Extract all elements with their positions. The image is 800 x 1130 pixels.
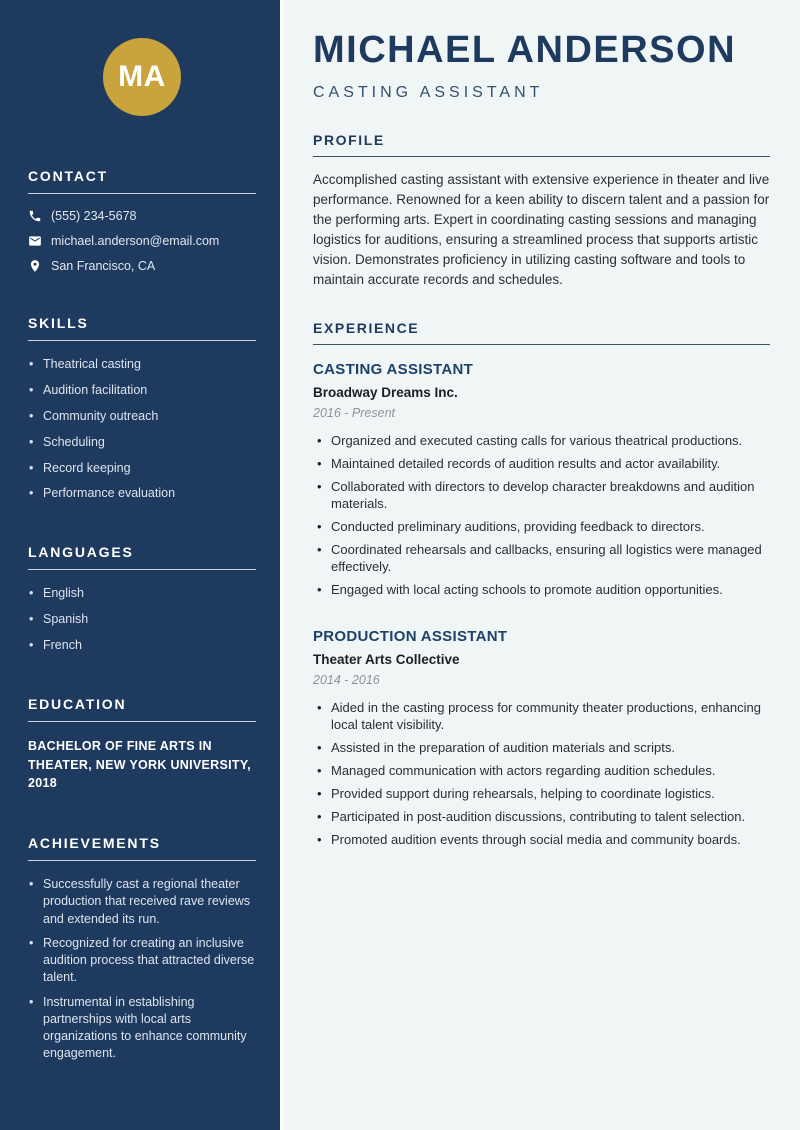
skill-item: • Theatrical casting [28,356,256,373]
experience-section [313,320,770,848]
job-bullet: • Aided in the casting process for community theater productions, enhancing local talent visibility. [313,699,770,733]
achievements-heading: ACHIEVEMENTS [28,835,161,852]
achievement-item: • Instrumental in establishing partnerships with local arts organizations to enhance community engagement. [28,994,256,1063]
sidebar [0,0,280,1130]
profile-text: Accomplished casting assistant with extensive experience in theater and live performance. Renowned for a keen ability to discern talent and a passion for the performing arts. Expert in coordinating casting sessions and managing logistics for auditions, ensuring a streamlined process that supports artistic vision. Demonstrates proficiency in utilizing casting software and tools to maintain accurate records and schedules. [313,171,770,287]
avatar-wrap [28,38,256,116]
languages-heading: LANGUAGES [28,544,134,561]
job-company: Broadway Dreams Inc. [313,384,458,400]
job-bullet: • Organized and executed casting calls for various theatrical productions. [313,432,770,449]
email-icon [28,234,42,248]
phone-icon [28,209,42,223]
skills-rule [28,340,256,341]
profile-rule [313,156,770,157]
profile-section [313,132,770,290]
achievements-rule [28,860,256,861]
languages-section [28,544,256,654]
location-icon [28,259,42,273]
contact-phone-row [28,209,256,223]
achievements-section [28,835,256,1063]
achievements-list [28,876,256,1063]
job-bullet: • Collaborated with directors to develop character breakdowns and audition materials. [313,478,770,512]
skills-section [28,315,256,502]
job-bullet: • Promoted audition events through social media and community boards. [313,831,770,848]
avatar: MA [103,38,181,116]
skills-heading: SKILLS [28,315,89,331]
education-section [28,696,256,793]
job-bullet: • Provided support during rehearsals, helping to coordinate logistics. [313,785,770,802]
language-item: • English [28,585,256,602]
contact-rule [28,193,256,194]
education-heading: EDUCATION [28,695,127,712]
job-entry-1 [313,361,770,598]
achievement-item: • Recognized for creating an inclusive audition process that attracted diverse talent. [28,935,256,987]
skill-item: • Record keeping [28,460,256,477]
profile-heading: PROFILE [313,131,385,148]
education-degree: BACHELOR OF FINE ARTS IN THEATER, NEW YORK UNIVERSITY, 2018 [28,738,251,791]
job-bullet: • Assisted in the preparation of audition materials and scripts. [313,739,770,756]
language-item: • French [28,637,256,654]
phone-value: (555) 234-5678 [51,209,137,223]
person-name: MICHAEL ANDERSON [313,29,737,71]
job-title: CASTING ASSISTANT [313,360,474,378]
person-role: CASTING ASSISTANT [313,83,544,101]
languages-list [28,585,256,654]
job-entry-2 [313,628,770,848]
skill-item: • Audition facilitation [28,382,256,399]
experience-heading: EXPERIENCE [313,319,420,336]
job-bullet: • Maintained detailed records of audition results and actor availability. [313,455,770,472]
skill-item: • Performance evaluation [28,485,256,502]
contact-location-row [28,259,256,273]
job-bullet: • Coordinated rehearsals and callbacks, ensuring all logistics were managed effectively. [313,541,770,575]
job-bullet-list [313,432,770,598]
language-item: • Spanish [28,611,256,628]
job-bullet: • Participated in post-audition discussions, contributing to talent selection. [313,808,770,825]
experience-rule [313,344,770,345]
job-company: Theater Arts Collective [313,651,460,667]
main-content [280,0,800,1130]
job-dates: 2014 - 2016 [313,672,380,687]
job-dates: 2016 - Present [313,405,395,420]
job-bullet-list [313,699,770,848]
skills-list [28,356,256,502]
job-bullet: • Conducted preliminary auditions, providing feedback to directors. [313,518,770,535]
job-bullet: • Engaged with local acting schools to promote audition opportunities. [313,581,770,598]
achievement-item: • Successfully cast a regional theater production that received rave reviews and extended its run. [28,876,256,928]
email-value: michael.anderson@email.com [51,234,220,248]
education-rule [28,721,256,722]
contact-heading: CONTACT [28,168,108,184]
contact-section [28,168,256,273]
languages-rule [28,569,256,570]
location-value: San Francisco, CA [51,259,156,273]
skill-item: • Scheduling [28,434,256,451]
contact-email-row [28,234,256,248]
job-title: PRODUCTION ASSISTANT [313,627,508,645]
job-bullet: • Managed communication with actors regarding audition schedules. [313,762,770,779]
skill-item: • Community outreach [28,408,256,425]
